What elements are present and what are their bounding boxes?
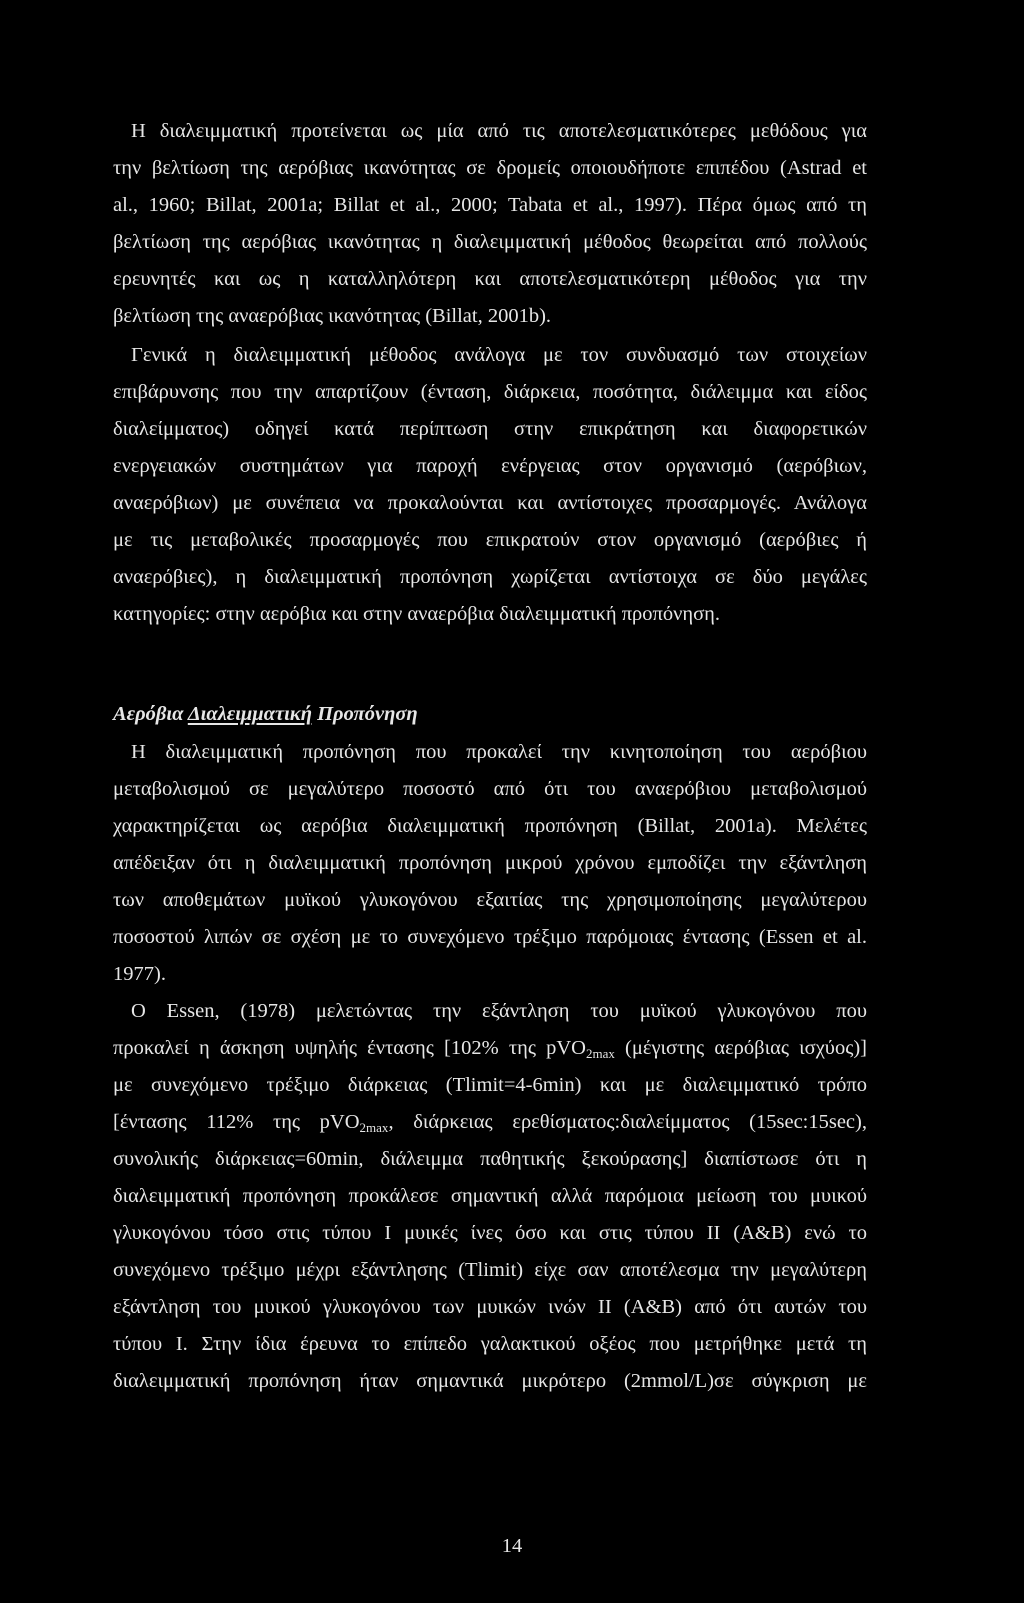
heading-word: Προπόνηση — [317, 703, 418, 725]
subscript: 2max — [359, 1120, 389, 1135]
text-line: με συνεχόμενο τρέξιμο διάρκειας (Tlimit=4-6min) και με διαλειμματικό τρόπο — [113, 1074, 867, 1096]
subscript: 2max — [585, 1046, 615, 1061]
text-segment: (μέγιστης αερόβιας ισχύος)] — [614, 1037, 867, 1059]
text-line: Η διαλειμματική προτείνεται ως μία από τις αποτελεσματικότερες μεθόδους για — [131, 120, 867, 142]
text-line: μεταβολισμού σε μεγαλύτερο ποσοστό από ότι του αναερόβιου μεταβολισμού — [113, 778, 867, 800]
text-line: κατηγορίες: στην αερόβια και στην αναερόβια διαλειμματική προπόνηση. — [113, 603, 721, 625]
text-line: αναερόβιων) με συνέπεια να προκαλούνται και αντίστοιχες προσαρμογές. Ανάλογα — [113, 492, 867, 514]
text-line: συνολικής διάρκειας=60min, διάλειμμα παθητικής ξεκούρασης] διαπίστωσε ότι η — [113, 1148, 867, 1170]
text-segment: , διάρκειας ερεθίσματος:διαλείμματος (15sec:15sec), — [388, 1111, 867, 1133]
text-line: συνεχόμενο τρέξιμο μέχρι εξάντλησης (Tlimit) είχε σαν αποτέλεσμα την μεγαλύτερη — [113, 1259, 867, 1281]
text-line: τύπου Ι. Στην ίδια έρευνα το επίπεδο γαλακτικού οξέος που μετρήθηκε μετά τη — [113, 1333, 867, 1355]
text-line: την βελτίωση της αερόβιας ικανότητας σε δρομείς οποιουδήποτε επιπέδου (Astrad et — [113, 157, 867, 179]
text-line: διαλείμματος) οδηγεί κατά περίπτωση στην επικράτηση και διαφορετικών — [113, 418, 867, 440]
text-line: απέδειξαν ότι η διαλειμματική προπόνηση μικρού χρόνου εμποδίζει την εξάντληση — [113, 852, 867, 874]
text-line: με τις μεταβολικές προσαρμογές που επικρατούν στον οργανισμό (αερόβιες ή — [113, 529, 867, 551]
text-line: 1977). — [113, 963, 166, 985]
text-line: ερευνητές και ως η καταλληλότερη και αποτελεσματικότερη μέθοδος για την — [113, 268, 867, 290]
text-line: ποσοστού λιπών σε σχέση με το συνεχόμενο τρέξιμο παρόμοιας έντασης (Essen et al. — [113, 926, 867, 948]
text-line: Ο Essen, (1978) μελετώντας την εξάντληση του μυϊκού γλυκογόνου που — [131, 1000, 867, 1022]
text-line: διαλειμματική προπόνηση προκάλεσε σημαντική αλλά παρόμοια μείωση του μυικού — [113, 1185, 867, 1207]
text-line: διαλειμματική προπόνηση ήταν σημαντικά μικρότερο (2mmol/L)σε σύγκριση με — [113, 1370, 867, 1392]
text-line: al., 1960; Billat, 2001a; Billat et al., 2000; Tabata et al., 1997). Πέρα όμως από τη — [113, 194, 867, 216]
text-line: των αποθεμάτων μυϊκού γλυκογόνου εξαιτίας της χρησιμοποίησης μεγαλύτερου — [113, 889, 867, 911]
text-line: εξάντληση του μυικού γλυκογόνου των μυικών ινών ΙΙ (A&B) από ότι αυτών του — [113, 1296, 867, 1318]
text-line: Η διαλειμματική προπόνηση που προκαλεί την κινητοποίηση του αερόβιου — [131, 741, 867, 763]
section-heading — [113, 700, 418, 728]
text-segment: προκαλεί η άσκηση υψηλής έντασης [102% της pVO — [113, 1037, 586, 1059]
heading-word: Αερόβια — [113, 703, 184, 725]
text-line: βελτίωση της αναερόβιας ικανότητας (Billat, 2001b). — [113, 305, 552, 327]
text-line: επιβάρυνσης που την απαρτίζουν (ένταση, διάρκεια, ποσότητα, διάλειμμα και είδος — [113, 381, 867, 403]
text-segment: [έντασης 112% της pVO — [113, 1111, 360, 1133]
text-line: Γενικά η διαλειμματική μέθοδος ανάλογα με τον συνδυασμό των στοιχείων — [131, 344, 867, 366]
text-line: βελτίωση της αερόβιας ικανότητας η διαλειμματική μέθοδος θεωρείται από πολλούς — [113, 231, 867, 253]
page-number: 14 — [501, 1535, 523, 1557]
text-line — [113, 1034, 867, 1062]
text-line: χαρακτηρίζεται ως αερόβια διαλειμματική προπόνηση (Billat, 2001a). Μελέτες — [113, 815, 867, 837]
text-line: αναερόβιες), η διαλειμματική προπόνηση χωρίζεται αντίστοιχα σε δύο μεγάλες — [113, 566, 867, 588]
text-line — [113, 1108, 867, 1136]
heading-word-underlined: Διαλειμματική — [187, 703, 312, 725]
text-line: γλυκογόνου τόσο στις τύπου Ι μυικές ίνες όσο και στις τύπου ΙΙ (A&B) ενώ το — [113, 1222, 867, 1244]
text-line: ενεργειακών συστημάτων για παροχή ενέργειας στον οργανισμό (αερόβιων, — [113, 455, 867, 477]
